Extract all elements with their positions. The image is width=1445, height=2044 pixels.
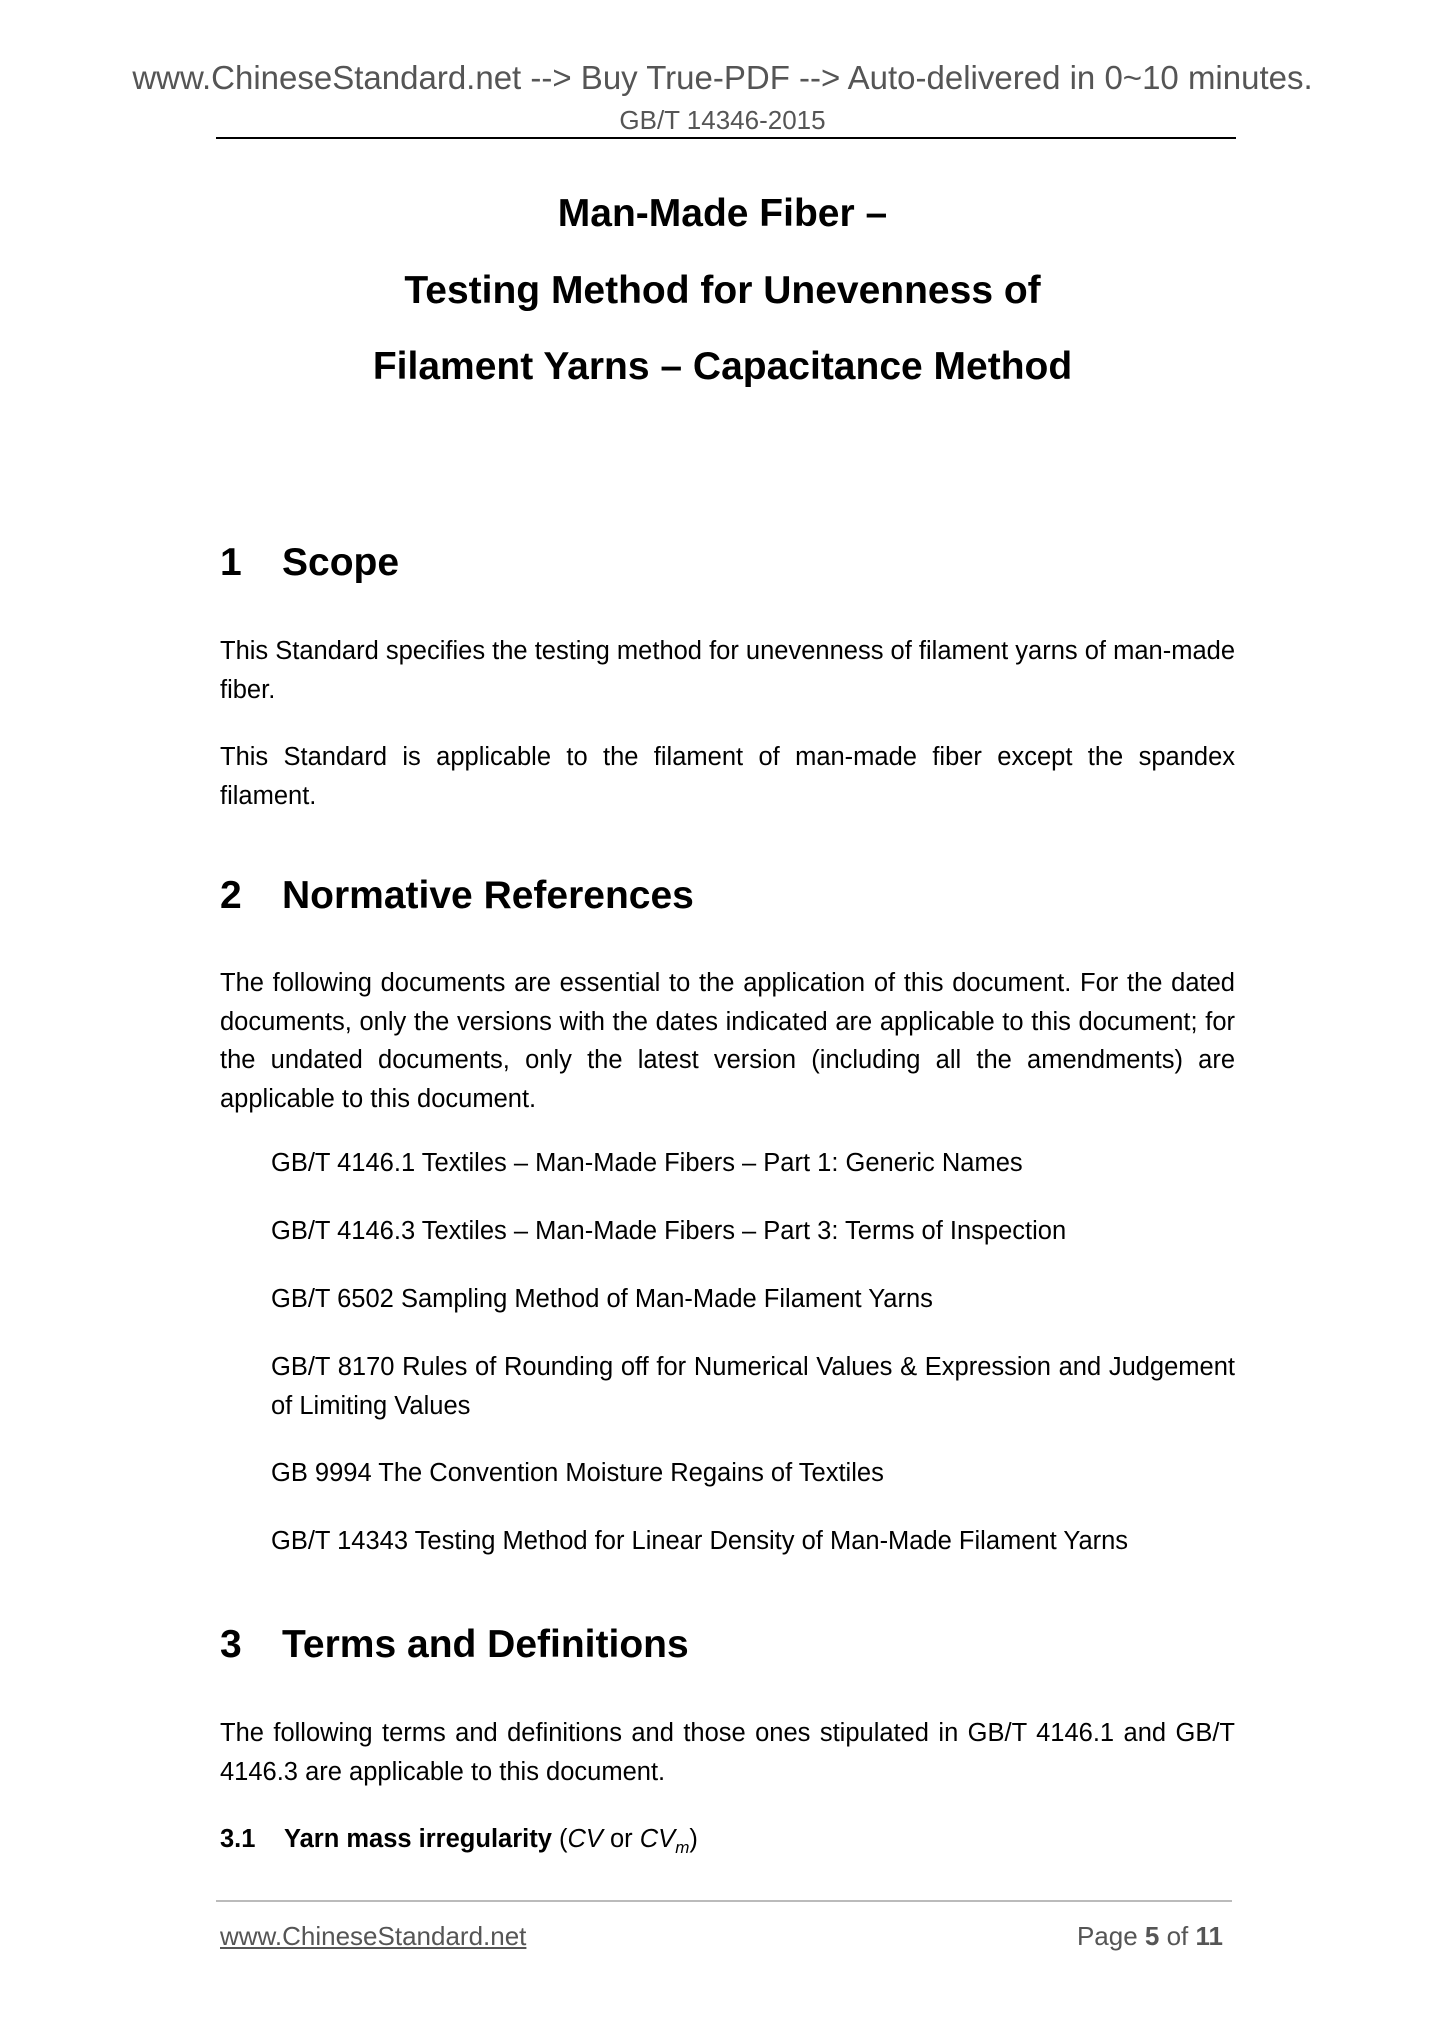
or-word: or bbox=[602, 1825, 640, 1853]
terms-intro-paragraph: The following terms and definitions and those ones stipulated in GB/T 4146.1 and GB/T 4146.3 are applicable to this document. bbox=[220, 1719, 1235, 1786]
reference-item: GB 9994 The Convention Moisture Regains of Textiles bbox=[271, 1459, 884, 1487]
section-number: 1 bbox=[220, 541, 242, 584]
footer-site-link[interactable]: www.ChineseStandard.net bbox=[220, 1921, 527, 1951]
section-title: Terms and Definitions bbox=[282, 1623, 689, 1666]
header-standard-number: GB/T 14346-2015 bbox=[619, 105, 826, 135]
section-number: 2 bbox=[220, 874, 242, 917]
title-line-3: Filament Yarns – Capacitance Method bbox=[372, 345, 1073, 388]
footer-page-number: Page 5 of 11 bbox=[1076, 1921, 1223, 1951]
title-line-1: Man-Made Fiber – bbox=[557, 192, 888, 235]
header-banner: www.ChineseStandard.net --> Buy True-PDF --> Auto-delivered in 0~10 minutes. bbox=[132, 59, 1313, 96]
section-heading-terms-definitions bbox=[220, 1622, 689, 1668]
subsection-term: Yarn mass irregularity bbox=[284, 1825, 552, 1853]
section-heading-scope bbox=[220, 540, 399, 586]
section-number: 3 bbox=[220, 1623, 242, 1666]
abbr-cvm: $CV_m$ bbox=[639, 1825, 690, 1858]
scope-paragraph-2: This Standard is applicable to the filament of man-made fiber except the spandex filament. bbox=[220, 743, 1235, 810]
header-divider bbox=[216, 137, 1236, 139]
section-title: Scope bbox=[282, 541, 400, 584]
title-line-2: Testing Method for Unevenness of bbox=[404, 269, 1041, 312]
normative-intro-paragraph: The following documents are essential to the application of this document. For the dated documents, only the versions with the dates indicated are applicable to this document; for the undated documents, only the latest version (including all the amendments) are applicable to this document. bbox=[220, 969, 1235, 1113]
reference-item: GB/T 8170 Rules of Rounding off for Numerical Values & Expression and Judgement of Limiting Values bbox=[271, 1353, 1235, 1420]
total-pages: 11 bbox=[1195, 1921, 1223, 1951]
section-heading-normative-references bbox=[220, 873, 694, 919]
abbr-cv: CV bbox=[567, 1825, 603, 1853]
reference-item: GB/T 14343 Testing Method for Linear Density of Man-Made Filament Yarns bbox=[271, 1527, 1129, 1555]
reference-item: GB/T 4146.3 Textiles – Man-Made Fibers – Part 3: Terms of Inspection bbox=[271, 1217, 1067, 1245]
footer-divider bbox=[216, 1900, 1232, 1902]
current-page: 5 bbox=[1144, 1921, 1160, 1951]
subsection-number: 3.1 bbox=[220, 1825, 256, 1853]
subsection-heading-3-1 bbox=[220, 1820, 698, 1859]
paren-open: ( bbox=[551, 1825, 568, 1853]
reference-item: GB/T 6502 Sampling Method of Man-Made Filament Yarns bbox=[271, 1285, 933, 1313]
reference-item: GB/T 4146.1 Textiles – Man-Made Fibers – Part 1: Generic Names bbox=[271, 1149, 1023, 1177]
section-title: Normative References bbox=[282, 874, 694, 917]
paren-close: ) bbox=[689, 1825, 698, 1853]
scope-paragraph-1: This Standard specifies the testing method for unevenness of filament yarns of man-made fiber. bbox=[220, 637, 1235, 704]
